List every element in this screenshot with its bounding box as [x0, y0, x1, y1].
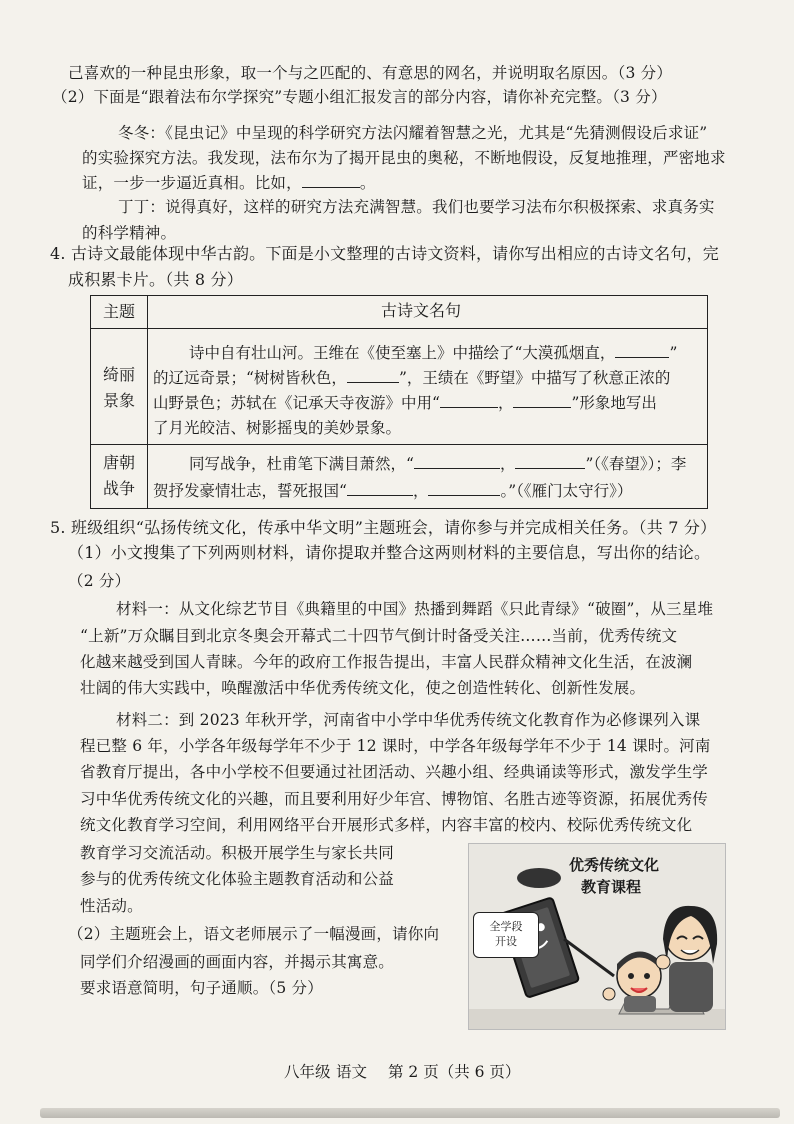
material-2-line-5: 统文化教育学习空间，利用网络平台开展形式多样，内容丰富的校内、校际优秀传统文化 [80, 816, 693, 834]
answer-blank[interactable] [428, 481, 500, 496]
period: 。 [359, 174, 376, 192]
war-line-2-text-c: 。”（《雁门太守行》） [500, 482, 633, 500]
scenery-line-2-text: 的辽远奇景；“树树皆秋色， [153, 369, 347, 387]
question-3-2: （2）下面是“跟着法布尔学探究”专题小组汇报发言的部分内容，请你补充完整。（3 分） [52, 88, 667, 106]
answer-blank[interactable] [302, 173, 360, 188]
question-5-title: 5. 班级组织“弘扬传统文化，传承中华文明”主题班会，请你参与并完成相关任务。（共 7 分） [50, 518, 717, 537]
cartoon-image [468, 843, 726, 1030]
material-1-line-1: 材料一：从文化综艺节目《典籍里的中国》热播到舞蹈《只此青绿》“破圈”，从三星堆 [116, 600, 714, 618]
war-line-1-text: 同写战争，杜甫笔下满目萧然，“ [189, 455, 414, 473]
question-5-1: （1）小文搜集了下列两则材料，请你提取并整合这两则材料的主要信息，写出你的结论。 [68, 543, 711, 562]
war-line-2 [153, 480, 632, 502]
scenery-line-3 [153, 392, 657, 414]
material-2-line-4: 习中华优秀传统文化的兴趣，而且要利用好少年宫、博物馆、名胜古迹等资源，拓展优秀传 [80, 790, 709, 808]
material-2-line-6: 教育学习交流活动。积极开展学生与家长共同 [80, 844, 395, 862]
footer-grade: 八年级 [284, 1063, 331, 1081]
cartoon-banner-line-2: 开设 [495, 935, 517, 948]
scenery-line-3-text-c: ”形象地写出 [571, 394, 657, 412]
page-edge-shadow [40, 1108, 780, 1118]
material-2-line-8: 性活动。 [80, 897, 143, 915]
answer-blank[interactable] [347, 481, 413, 496]
row-theme-scenery-a: 绮丽 [102, 365, 135, 384]
scenery-line-2-text-b: ”，王绩在《野望》中描写了秋意正浓的 [398, 369, 671, 387]
table-divider [91, 444, 707, 445]
comma: ， [499, 455, 516, 473]
dongdong-line-2: 的实验探究方法。我发现，法布尔为了揭开昆虫的奥秘，不断地假设，反复地推理，严密地求 [82, 149, 726, 167]
answer-blank[interactable] [440, 393, 498, 408]
cartoon-banner-line-1: 全学段 [489, 920, 523, 933]
dongdong-line-3 [82, 172, 376, 194]
answer-blank[interactable] [515, 454, 585, 469]
dingding-line-2: 的科学精神。 [82, 224, 177, 242]
answer-blank[interactable] [347, 368, 399, 383]
material-2-line-7: 参与的优秀传统文化体验主题教育活动和公益 [80, 870, 395, 888]
cartoon-title-line-2: 教育课程 [581, 878, 642, 896]
material-2-line-3: 省教育厅提出，各中小学校不但要通过社团活动、兴趣小组、经典诵读等形式，激发学生学 [80, 763, 709, 781]
material-2-line-2: 程已整 6 年，小学各年级每学年不少于 12 课时，中学各年级每学年不少于 14 课时。河南 [80, 737, 711, 755]
scenery-line-2 [153, 367, 670, 389]
scenery-line-1-text: 诗中自有壮山河。王维在《使至塞上》中描绘了“大漠孤烟直， [189, 344, 616, 362]
question-5-2-line-2: 同学们介绍漫画的画面内容，并揭示其寓意。 [80, 953, 395, 971]
scenery-line-4: 了月光皎洁、树影摇曳的美妙景象。 [153, 419, 402, 437]
material-1-line-4: 壮阔的伟大实践中，唤醒激活中华优秀传统文化，使之创造性转化、创新性发展。 [80, 679, 646, 697]
row-theme-war-b: 战争 [102, 479, 135, 498]
text-line-1: 己喜欢的一种昆虫形象，取一个与之匹配的、有意思的网名，并说明取名原因。（3 分） [68, 64, 673, 82]
answer-blank[interactable] [615, 343, 669, 358]
dingding-line-1: 丁丁：说得真好，这样的研究方法充满智慧。我们也要学习法布尔积极探索、求真务实 [118, 198, 715, 216]
material-2-line-1: 材料二：到 2023 年秋开学，河南省中小学中华优秀传统文化教育作为必修课列入课 [116, 711, 701, 729]
question-5-2-line-3: 要求语意简明，句子通顺。（5 分） [80, 979, 323, 997]
table-header-poems: 古诗文名句 [381, 301, 462, 320]
dongdong-line-3-text: 证，一步一步逼近真相。比如， [82, 174, 302, 192]
question-5-2-line-1: （2）主题班会上，语文老师展示了一幅漫画，请你向 [68, 925, 440, 943]
quote-mark: ” [669, 344, 678, 362]
question-4-line-1: 4. 古诗文最能体现中华古韵。下面是小文整理的古诗文资料，请你写出相应的古诗文名句，完 [50, 244, 719, 263]
row-theme-war-a: 唐朝 [102, 453, 135, 472]
dongdong-line-1: 冬冬：《昆虫记》中呈现的科学研究方法闪耀着智慧之光，尤其是“先猜测假设后求证” [118, 124, 708, 142]
comma: ， [497, 394, 514, 412]
cartoon-banner [473, 912, 539, 958]
war-line-1-text-c: ”（《春望》）；李 [585, 455, 687, 473]
scenery-line-1 [189, 342, 677, 364]
footer-subject: 语文 [336, 1063, 368, 1081]
row-theme-scenery-b: 景象 [102, 391, 135, 410]
material-1-line-3: 化越来越受到国人青睐。今年的政府工作报告提出，丰富人民群众精神文化生活，在波澜 [80, 653, 693, 671]
answer-blank[interactable] [513, 393, 571, 408]
footer-page-number: 第 2 页（共 6 页） [388, 1063, 521, 1081]
war-line-1 [189, 453, 686, 475]
table-divider [91, 328, 707, 329]
scenery-line-3-text: 山野景色；苏轼在《记承天寺夜游》中用“ [153, 394, 440, 412]
cartoon-title-line-1: 优秀传统文化 [569, 856, 660, 874]
question-4-line-2: 成积累卡片。（共 8 分） [68, 270, 243, 289]
war-line-2-text: 贺抒发豪情壮志，誓死报国“ [153, 482, 347, 500]
poem-table [90, 295, 708, 509]
comma: ， [412, 482, 429, 500]
table-header-theme: 主题 [102, 302, 135, 321]
material-1-line-2: “上新”万众瞩目到北京冬奥会开幕式二十四节气倒计时备受关注……当前，优秀传统文 [80, 627, 678, 645]
answer-blank[interactable] [414, 454, 500, 469]
question-5-1-score: （2 分） [68, 572, 131, 590]
